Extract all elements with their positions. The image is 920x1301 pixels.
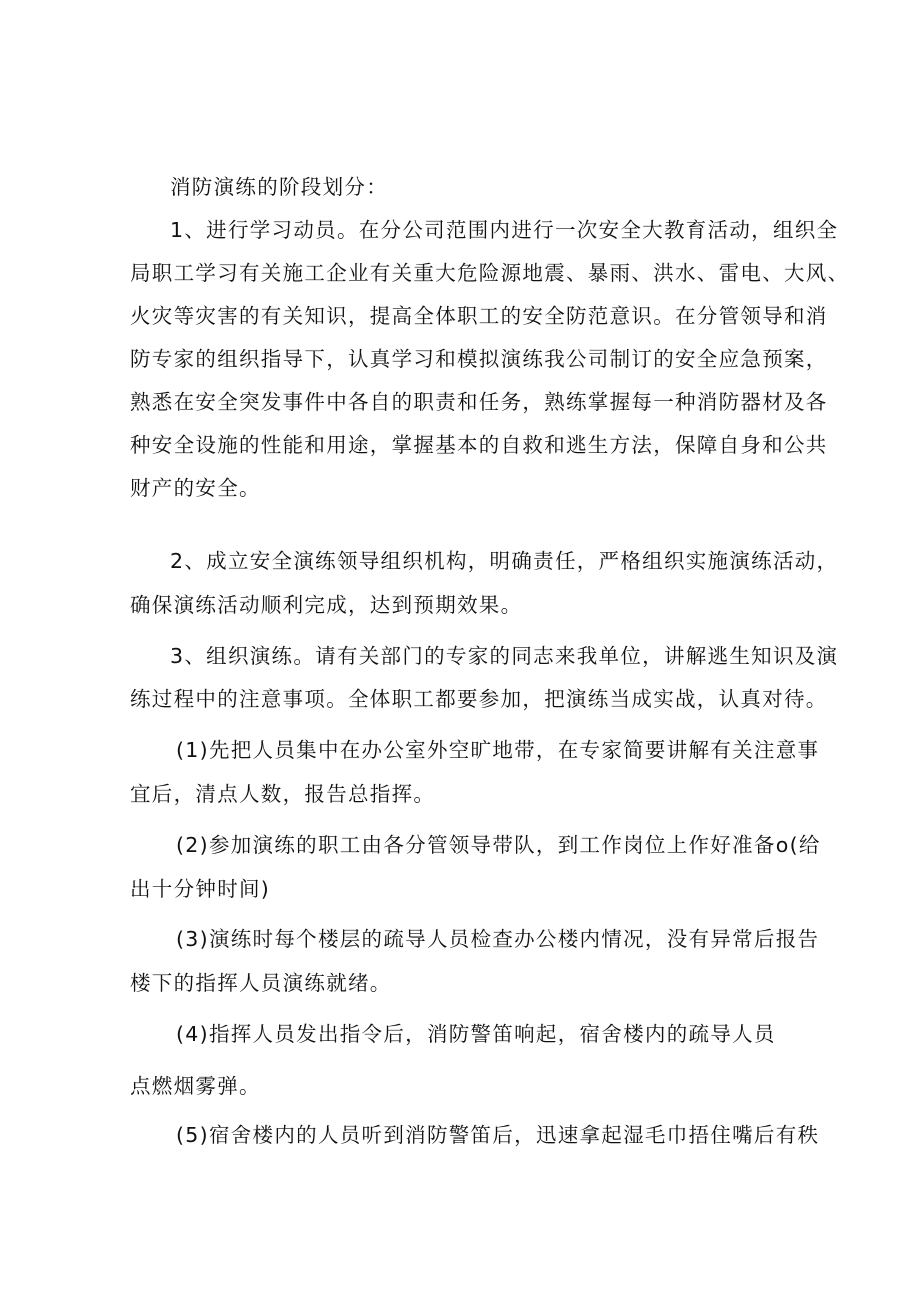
paragraph-line: 局职工学习有关施工企业有关重大危险源地震、暴雨、洪水、雷电、大风、 [130, 261, 850, 285]
step-line: (2)参加演练的职工由各分管领导带队，到工作岗位上作好准备o(给 [176, 833, 821, 857]
section-heading: 消防演练的阶段划分： [170, 175, 388, 199]
paragraph-line: 种安全设施的性能和用途，掌握基本的自救和逃生方法，保障自身和公共 [130, 433, 828, 457]
paragraph-line: 练过程中的注意事项。全体职工都要参加，把演练当成实战，认真对待。 [130, 687, 828, 711]
step-line: (3)演练时每个楼层的疏导人员检查办公楼内情况，没有异常后报告 [176, 927, 820, 951]
step-line: 出十分钟时间) [130, 877, 271, 901]
step-line: 宜后，清点人数，报告总指挥。 [130, 782, 436, 806]
paragraph-line: 1、进行学习动员。在分公司范围内进行一次安全大教育活动，组织全 [170, 218, 839, 242]
paragraph-line: 熟悉在安全突发事件中各自的职责和任务，熟练掌握每一种消防器材及各 [130, 390, 828, 414]
paragraph-line: 火灾等灾害的有关知识，提高全体职工的安全防范意识。在分管领导和消 [130, 304, 828, 328]
paragraph-line: 2、成立安全演练领导组织机构，明确责任，严格组织实施演练活动， [170, 549, 839, 573]
step-line: 楼下的指挥人员演练就绪。 [130, 971, 392, 995]
step-line: (1)先把人员集中在办公室外空旷地带，在专家简要讲解有关注意事 [176, 738, 820, 762]
paragraph-line: 财产的安全。 [130, 476, 261, 500]
paragraph-line: 确保演练活动顺利完成，达到预期效果。 [130, 593, 523, 617]
step-line: (5)宿舍楼内的人员听到消防警笛后，迅速拿起湿毛巾捂住嘴后有秩 [176, 1123, 820, 1147]
paragraph-line: 3、组织演练。请有关部门的专家的同志来我单位，讲解逃生知识及演 [170, 644, 839, 668]
step-line: (4)指挥人员发出指令后，消防警笛响起，宿舍楼内的疏导人员 [176, 1022, 776, 1046]
paragraph-line: 防专家的组织指导下，认真学习和模拟演练我公司制订的安全应急预案， [130, 347, 828, 371]
step-line: 点燃烟雾弹。 [130, 1074, 261, 1098]
